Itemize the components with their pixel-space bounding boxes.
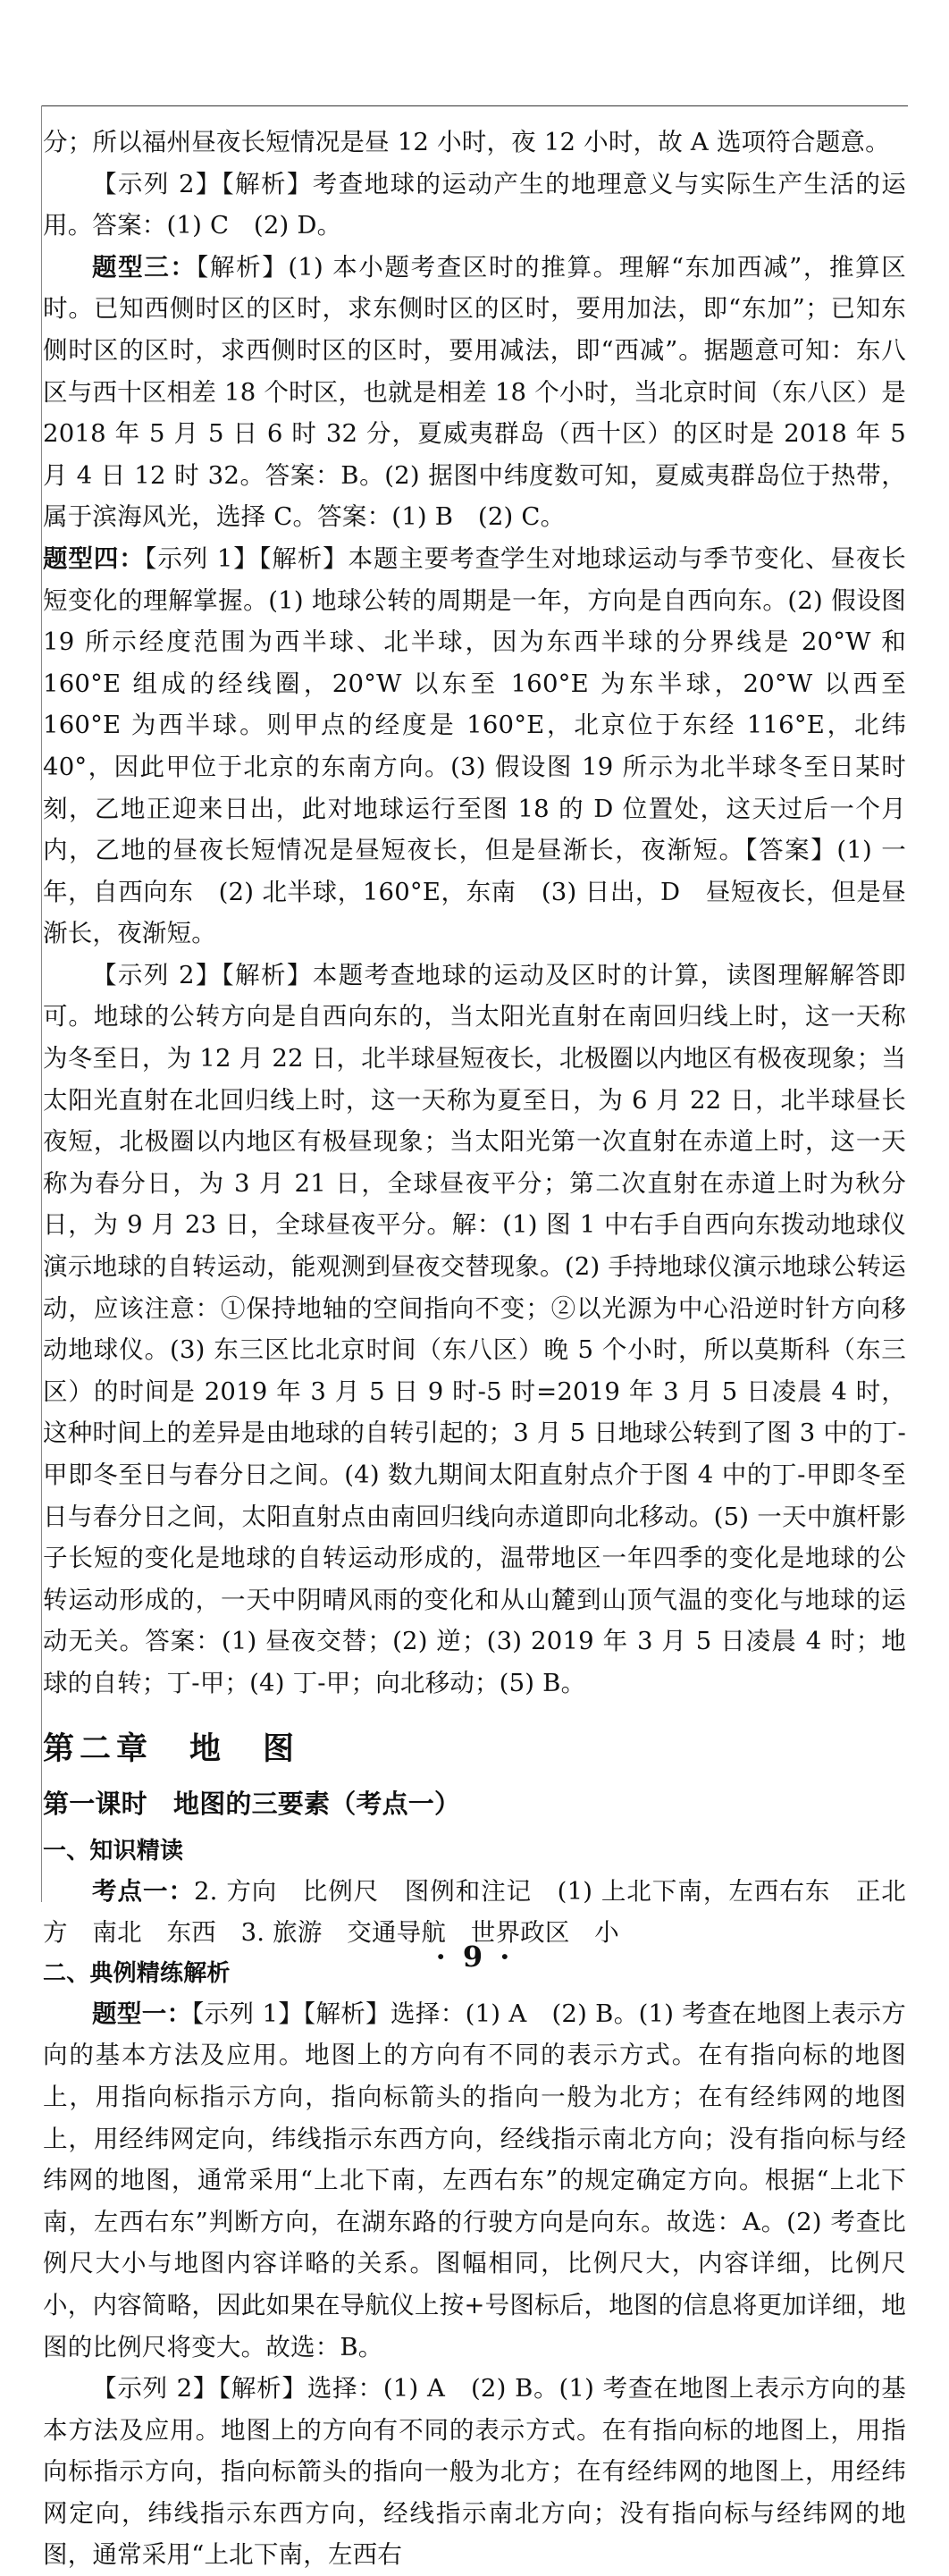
- page-number: · 9 ·: [435, 1940, 514, 1974]
- paragraph-question-type-4: 题型四：【示列 1】【解析】本题主要考查学生对地球运动与季节变化、昼夜长短变化的理解掌握。(1) 地球公转的周期是一年，方向是自西向东。(2) 假设图 19 所示经度范围为西半球、北半球，因为东西半球的分界线是 20°W 和 160°E 组成的经线圈，20°W 以东至 160°E 为东半球，20°W 以西至 160°E 为西半球。则甲点的经度是 160°E，北京位于东经 116°E，北纬 40°，因此甲位于北京的东南方向。(3) 假设图 19 所示为北半球冬至日某时刻，乙地正迎来日出，此对地球运行至图 18 的 D 位置处，这天过后一个月内，乙地的昼夜长短情况是昼短夜长，但是昼渐长，夜渐短。【答案】(1) 一年，自西向东 (2) 北半球，160°E，东南 (3) 日出，D 昼短夜长，但是昼渐长，夜渐短。: [43, 543, 906, 948]
- top-rule: [41, 105, 908, 106]
- paragraph-example-2-map: 【示列 2】【解析】选择：(1) A (2) B。(1) 考查在地图上表示方向的基本方法及应用。地图上的方向有不同的表示方式。在有指向标的地图上，用指向标指示方向，指向标箭头的指向一般为北方；在有经纬网的地图上，用经纬网定向，纬线指示东西方向，经线指示南北方向；没有指向标与经纬网的地图，通常采用“上北下南，左西右: [43, 2374, 906, 2570]
- paragraph-knowledge-point: 考点一：2. 方向 比例尺 图例和注记 (1) 上北下南，左西右东 正北方 南北 东西 3. 旅游 交通导航 世界政区 小: [43, 1876, 906, 1948]
- chapter-title: 第二章 地 图: [43, 1730, 300, 1767]
- question-type-label: 题型三：: [92, 252, 197, 282]
- paragraph-example-2-time-zones: 【示列 2】【解析】本题考查地球的运动及区时的计算，读图理解解答即可。地球的公转方向是自西向东的，当太阳光直射在南回归线上时，这一天称为冬至日，为 12 月 22 日，北半球昼短夜长，北极圈以内地区有极夜现象；当太阳光直射在北回归线上时，这一天称为夏至日，为 6 月 22 日，北半球昼长夜短，北极圈以内地区有极昼现象；当太阳光第一次直射在赤道上时，这一天称为春分日，为 3 月 21 日，全球昼夜平分；第二次直射在赤道上时为秋分日，为 9 月 23 日，全球昼夜平分。解：(1) 图 1 中右手自西向东拨动地球仪演示地球的自转运动，能观测到昼夜交替现象。(2) 手持地球仪演示地球公转运动，应该注意：①保持地轴的空间指向不变；②以光源为中心沿逆时针方向移动地球仪。(3) 东三区比北京时间（东八区）晚 5 个小时，所以莫斯科（东三区）的时间是 2019 年 3 月 5 日 9 时-5 时=2019 年 3 月 5 日凌晨 4 时，这种时间上的差异是由地球的自转引起的；3 月 5 日地球公转到了图 3 中的丁-甲即冬至日与春分日之间。(4) 数九期间太阳直射点介于图 4 中的丁-甲即冬至日与春分日之间，太阳直射点由南回归线向赤道即向北移动。(5) 一天中旗杆影子长短的变化是地球的自转运动形成的，温带地区一年四季的变化是地球的公转运动形成的，一天中阴晴风雨的变化和从山麓到山顶气温的变化与地球的运动无关。答案：(1) 昼夜交替；(2) 逆；(3) 2019 年 3 月 5 日凌晨 4 时；地球的自转；丁-甲；(4) 丁-甲；向北移动；(5) B。: [43, 960, 906, 1697]
- paragraph-question-type-1: 题型一：【示列 1】【解析】选择：(1) A (2) B。(1) 考查在地图上表示方向的基本方法及应用。地图上的方向有不同的表示方式。在有指向标的地图上，用指向标指示方向，指向标箭头的指向一般为北方；在有经纬网的地图上，用经纬网定向，纬线指示东西方向，经线指示南北方向；没有指向标与经纬网的地图，通常采用“上北下南，左西右东”的规定确定方向。根据“上北下南，左西右东”判断方向，在湖东路的行驶方向是向东。故选：A。(2) 考查比例尺大小与地图内容详略的关系。图幅相同，比例尺大，内容详细，比例尺小，内容简略，因此如果在导航仪上按+号图标后，地图的信息将更加详细，地图的比例尺将变大。故选：B。: [43, 1999, 906, 2361]
- left-margin-rule: [41, 105, 42, 1902]
- paragraph-example-2-motion: 【示列 2】【解析】考查地球的运动产生的地理意义与实际生产生活的运用。答案：(1) C (2) D。: [43, 169, 906, 240]
- section-heading-examples: 二、典例精练解析: [43, 1959, 231, 1987]
- question-type-label: 题型一：: [92, 1999, 192, 2028]
- section-heading-knowledge: 一、知识精读: [43, 1837, 184, 1865]
- paragraph-question-type-3: 题型三：【解析】(1) 本小题考查区时的推算。理解“东加西减”，推算区时。已知西侧时区的区时，求东侧时区的区时，要用加法，即“东加”；已知东侧时区的区时，求西侧时区的区时，要用减法，即“西减”。据题意可知：东八区与西十区相差 18 个时区，也就是相差 18 个小时，当北京时间（东八区）是 2018 年 5 月 5 日 6 时 32 分，夏威夷群岛（西十区）的区时是 2018 年 5 月 4 日 12 时 32。答案：B。(2) 据图中纬度数可知，夏威夷群岛位于热带，属于滨海风光，选择 C。答案：(1) B (2) C。: [43, 252, 906, 532]
- lesson-title: 第一课时 地图的三要素（考点一）: [43, 1788, 461, 1819]
- knowledge-point-label: 考点一：: [92, 1876, 194, 1906]
- question-type-label: 题型四：: [43, 543, 145, 573]
- answer-body: [43, 122, 906, 2576]
- paragraph-continuation: 分；所以福州昼夜长短情况是昼 12 小时，夜 12 小时，故 A 选项符合题意。: [43, 128, 890, 156]
